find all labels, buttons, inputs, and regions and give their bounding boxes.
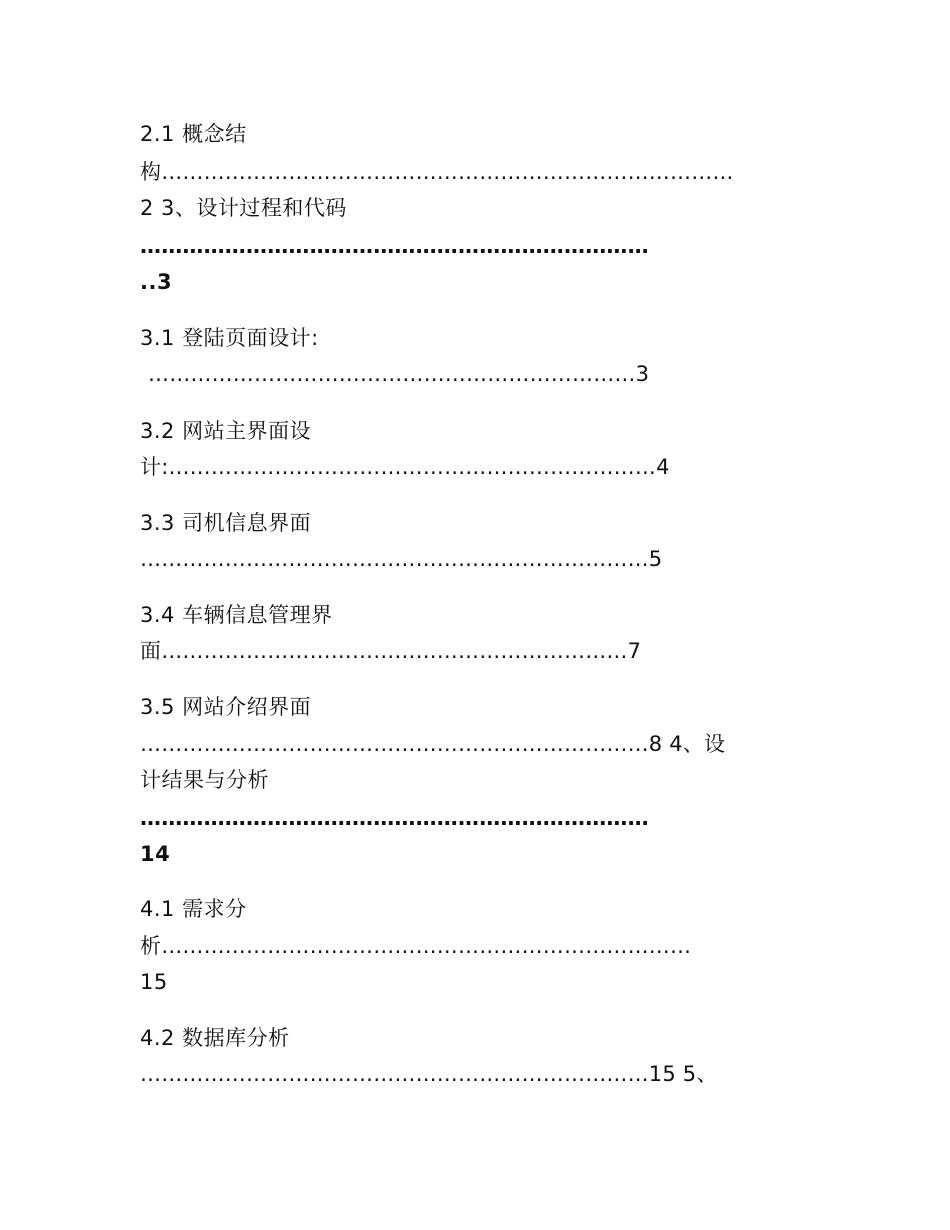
toc-line-3-1-dots: ……………………………………………………………3 [148,362,650,386]
toc-line-section-3-dots: ……………………………………………………………… [140,234,649,258]
toc-line-3-1-title: 3.1 登陆页面设计: [140,326,319,350]
toc-line-section-3-title: 2 3、设计过程和代码 [140,196,347,220]
toc-line-4-2-dots: ………………………………………………………………15 5、 [140,1062,718,1086]
toc-line-4-2-title: 4.2 数据库分析 [140,1026,290,1050]
toc-line-section-4-title: 计结果与分析 [140,768,269,792]
toc-line-3-5-dots: ………………………………………………………………8 4、设 [140,732,726,756]
toc-line-3-2-dots: 计:……………………………………………………………4 [140,455,670,479]
toc-line-3-5-title: 3.5 网站介绍界面 [140,695,312,719]
toc-line-2-1-dots: 构……………………………………………………………………… [140,160,734,184]
toc-line-section-3-page: ..3 [140,270,173,294]
toc-line-section-4-page: 14 [140,842,171,866]
toc-line-section-4-dots: ……………………………………………………………… [140,806,649,830]
toc-line-2-1-title: 2.1 概念结 [140,122,247,146]
toc-line-3-2-title: 3.2 网站主界面设 [140,419,312,443]
toc-line-3-3-dots: ………………………………………………………………5 [140,547,663,571]
toc-line-4-1-title: 4.1 需求分 [140,897,247,921]
toc-line-3-4-dots: 面…………………………………………………………7 [140,639,642,663]
toc-line-3-4-title: 3.4 车辆信息管理界 [140,603,333,627]
toc-line-4-1-page: 15 [140,970,168,994]
toc-line-4-1-dots: 析………………………………………………………………… [140,934,692,958]
toc-line-3-3-title: 3.3 司机信息界面 [140,511,312,535]
